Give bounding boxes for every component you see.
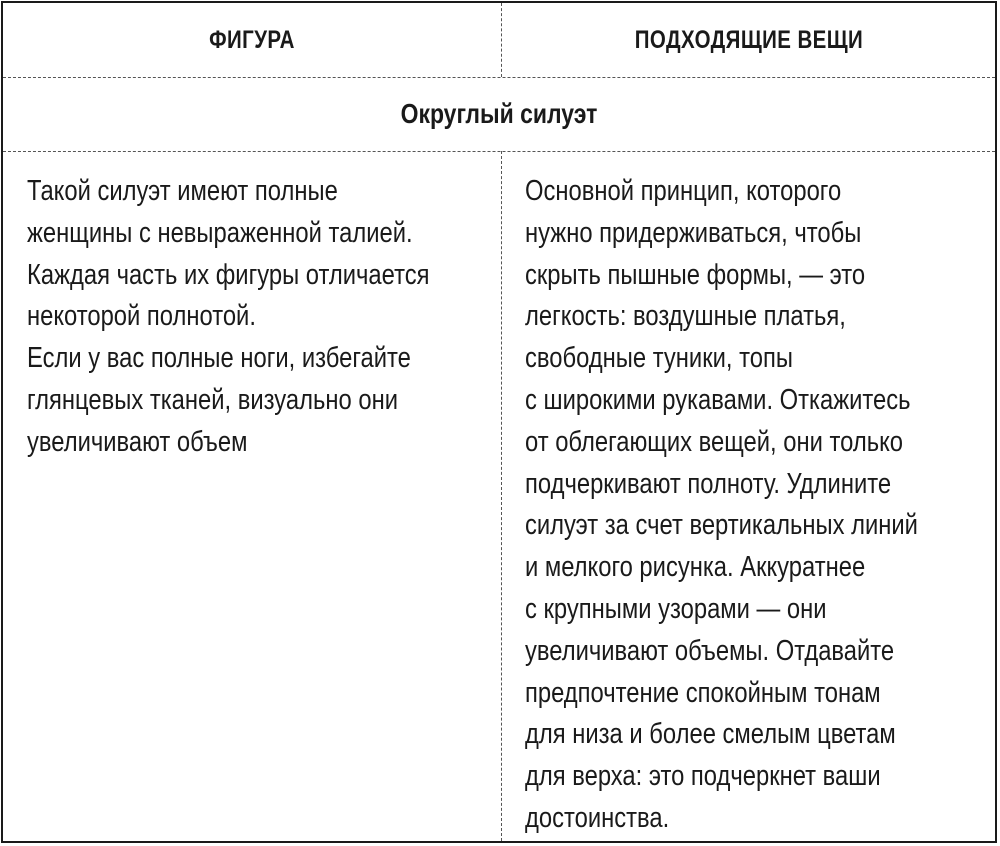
text-line: с широкими рукавами. Откажитесь xyxy=(525,383,911,416)
text-line: для низа и более смелым цветам xyxy=(525,718,896,751)
suitable-items-cell xyxy=(525,151,918,840)
table-header-row xyxy=(3,3,995,78)
text-line: женщины с невыраженной талией. xyxy=(27,216,413,249)
text-line: Каждая часть их фигуры отличается xyxy=(27,258,430,291)
text-line: силуэт за счет вертикальных линий xyxy=(525,509,918,542)
text-line: Если у вас полные ноги, избегайте xyxy=(27,342,411,375)
text-line: глянцевых тканей, визуально они xyxy=(27,383,399,416)
text-line: увеличивают объем xyxy=(27,425,248,458)
figure-description-cell xyxy=(27,151,429,464)
text-line: увеличивают объемы. Отдавайте xyxy=(525,634,895,667)
section-row xyxy=(3,77,995,152)
column-header-figure: ФИГУРА xyxy=(209,25,295,54)
column-divider-header xyxy=(501,3,502,77)
text-line: достоинства. xyxy=(525,801,670,834)
text-line: Такой силуэт имеют полные xyxy=(27,175,338,207)
style-table xyxy=(1,1,997,843)
text-line: подчеркивают полноту. Удлините xyxy=(525,467,892,500)
text-line: легкость: воздушные платья, xyxy=(525,300,846,333)
text-line: для верха: это подчеркнет ваши xyxy=(525,760,881,793)
text-line: и мелкого рисунка. Аккуратнее xyxy=(525,551,866,584)
text-line: свободные туники, топы xyxy=(525,342,793,375)
column-header-items: ПОДХОДЯЩИЕ ВЕЩИ xyxy=(634,25,864,54)
text-line: некоторой полнотой. xyxy=(27,300,256,333)
column-divider-body xyxy=(501,151,502,841)
text-line: с крупными узорами — они xyxy=(525,592,827,625)
section-title: Округлый силуэт xyxy=(400,98,598,129)
text-line: Основной принцип, которого xyxy=(525,175,842,207)
text-line: предпочтение спокойным тонам xyxy=(525,676,881,709)
text-line: нужно придерживаться, чтобы xyxy=(525,216,862,249)
text-line: от облегающих вещей, они только xyxy=(525,425,903,458)
text-line: скрыть пышные формы, — это xyxy=(525,258,866,291)
